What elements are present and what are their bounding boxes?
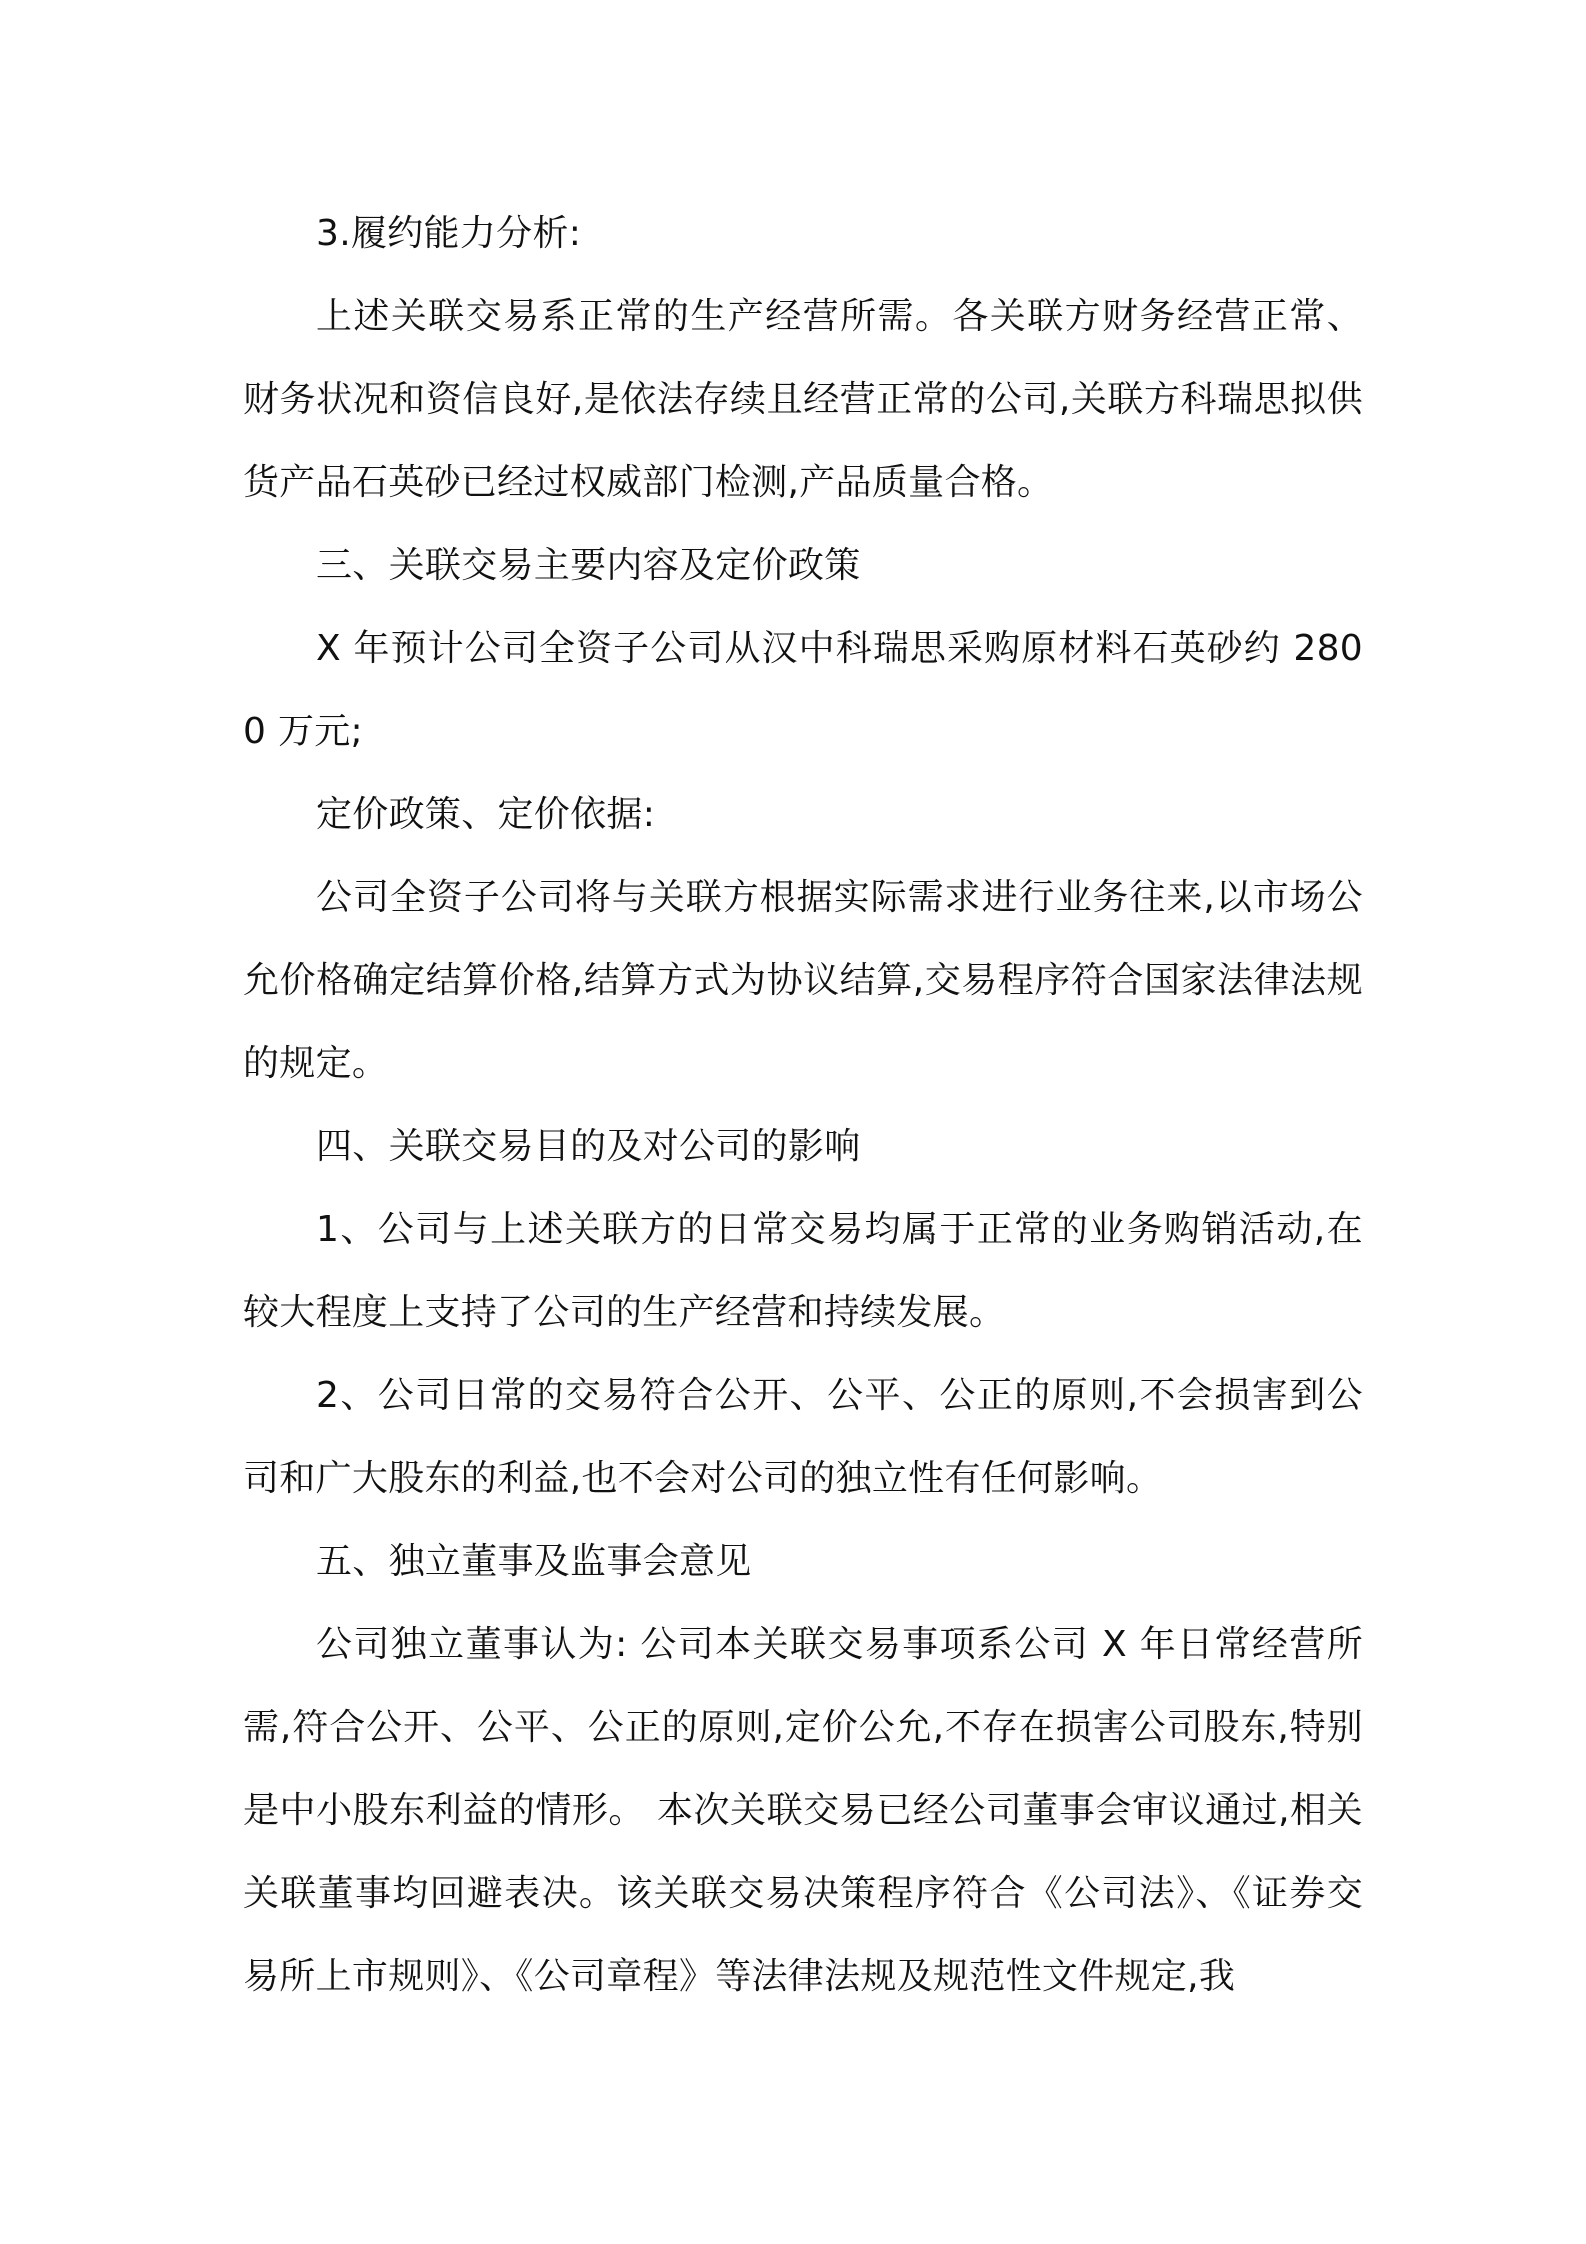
- annual-estimate-paragraph: X 年预计公司全资子公司从汉中科瑞思采购原材料石英砂约 2800 万元;: [243, 628, 1363, 752]
- section-three-heading: 三、关联交易主要内容及定价政策: [316, 545, 861, 586]
- section-3-heading: 3.履约能力分析:: [316, 213, 582, 254]
- document-body: [243, 192, 1363, 2018]
- pricing-policy-heading: 定价政策、定价依据:: [316, 794, 656, 835]
- impact-item-1: 1、公司与上述关联方的日常交易均属于正常的业务购销活动,在较大程度上支持了公司的生产经营和持续发展。: [243, 1209, 1363, 1333]
- pricing-policy-paragraph: 公司全资子公司将与关联方根据实际需求进行业务往来,以市场公允价格确定结算价格,结算方式为协议结算,交易程序符合国家法律法规的规定。: [243, 877, 1363, 1084]
- performance-capability-paragraph: 上述关联交易系正常的生产经营所需。各关联方财务经营正常、财务状况和资信良好,是依法存续且经营正常的公司,关联方科瑞思拟供货产品石英砂已经过权威部门检测,产品质量合格。: [243, 296, 1363, 503]
- independent-director-opinion-paragraph: 公司独立董事认为: 公司本关联交易事项系公司 X 年日常经营所需,符合公开、公平、公正的原则,定价公允,不存在损害公司股东,特别是中小股东利益的情形。 本次关联交易已经公司董事会审议通过,相关关联董事均回避表决。该关联交易决策程序符合《公司法》、《证券交易所上市规则》、《公司章程》等法律法规及规范性文件规定,我: [243, 1624, 1363, 1997]
- impact-item-2: 2、公司日常的交易符合公开、公平、公正的原则,不会损害到公司和广大股东的利益,也不会对公司的独立性有任何影响。: [243, 1375, 1363, 1499]
- section-five-heading: 五、独立董事及监事会意见: [316, 1541, 752, 1582]
- section-four-heading: 四、关联交易目的及对公司的影响: [316, 1126, 861, 1167]
